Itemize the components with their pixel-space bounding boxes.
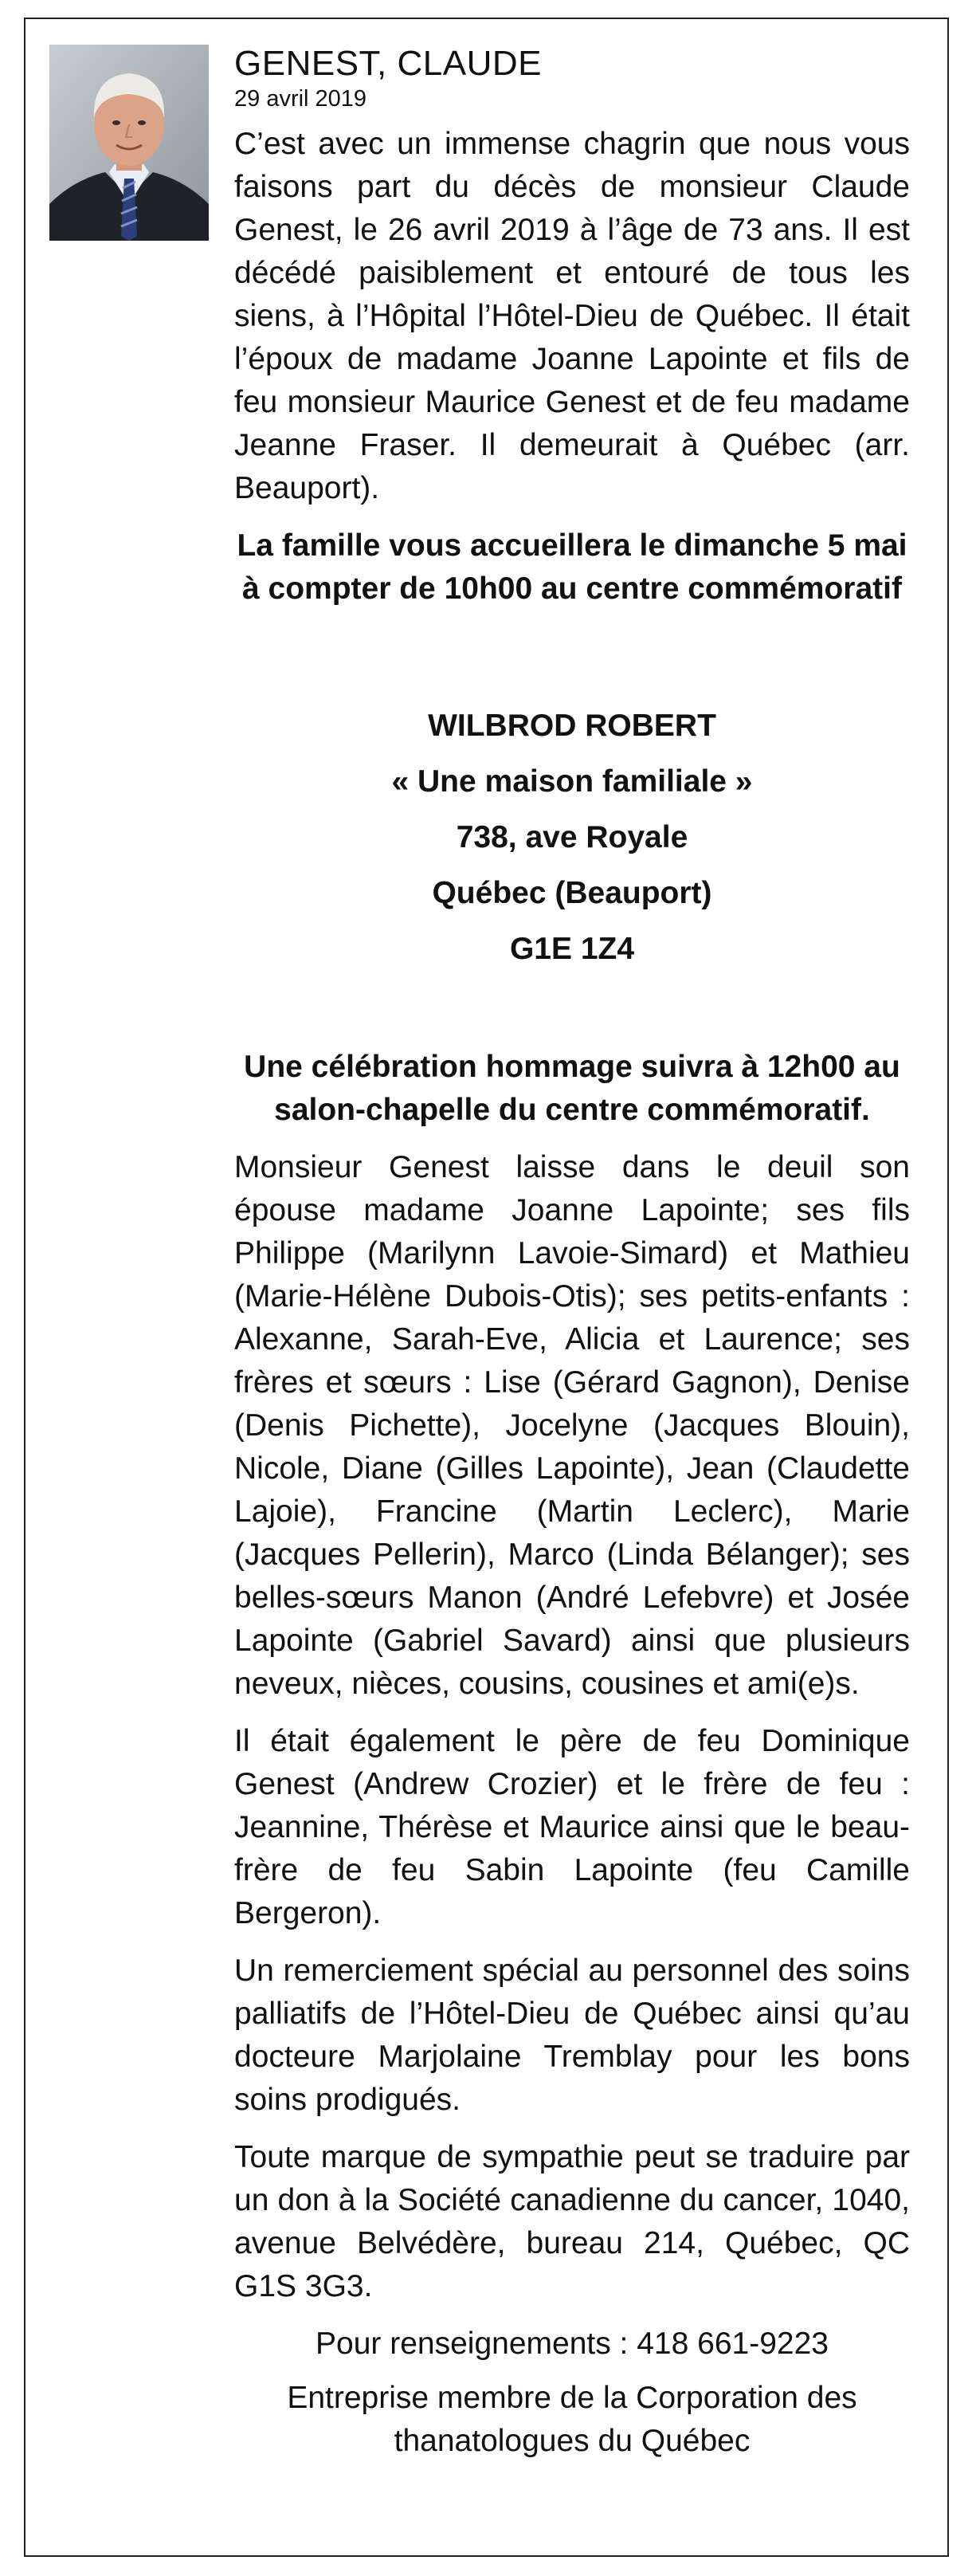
celebration-line-1: Une célébration hommage suivra à 12h00 au	[244, 1050, 900, 1084]
funeral-home-city: Québec (Beauport)	[432, 876, 712, 910]
membership-line-2: thanatologues du Québec	[394, 2424, 751, 2458]
portrait-photo	[49, 45, 209, 241]
portrait-icon	[49, 45, 209, 241]
visitation-notice	[234, 524, 910, 611]
funeral-home-slogan: « Une maison familiale »	[391, 764, 753, 799]
predeceased-paragraph: Il était également le père de feu Dominique Genest (Andrew Crozier) et le frère de feu : Jeannine, Thérèse et Maurice ainsi que le beau-frère de feu Sabin Lapointe (feu Camille Bergeron).	[234, 1724, 910, 1930]
obituary-frame	[24, 18, 949, 2557]
funeral-home-address	[234, 698, 910, 977]
contact-phone: Pour renseignements : 418 661-9223	[316, 2327, 829, 2361]
celebration-notice	[234, 1046, 910, 1132]
funeral-home-name: WILBROD ROBERT	[428, 709, 716, 743]
celebration-line-2: salon-chapelle du centre commémoratif.	[274, 1093, 870, 1127]
thanks-paragraph: Un remerciement spécial au personnel des soins palliatifs de l’Hôtel-Dieu de Québec ainsi qu’au docteure Marjolaine Tremblay pour les bons soins prodigués.	[234, 1954, 910, 2117]
funeral-home-postal-code: G1E 1Z4	[509, 932, 635, 966]
donations-paragraph: Toute marque de sympathie peut se traduire par un don à la Société canadienne du cancer, 1040, avenue Belvédère, bureau 214, Québec, QC G1S 3G3.	[234, 2140, 910, 2303]
obituary-content	[234, 43, 910, 2463]
family-paragraph: Monsieur Genest laisse dans le deuil son épouse madame Joanne Lapointe; ses fils Philippe (Marilynn Lavoie-Simard) et Mathieu (Marie-Hélène Dubois-Otis); ses petits-enfants : Alexanne, Sarah-Eve, Alicia et Laurence; ses frères et sœurs : Lise (Gérard Gagnon), Denise (Denis Pichette), Jocelyne (Jacques Blouin), Nicole, Diane (Gilles Lapointe), Jean (Claudette Lajoie), Francine (Martin Leclerc), Marie (Jacques Pellerin), Marco (Linda Bélanger); ses belles-sœurs Manon (André Lefebvre) et Josée Lapointe (Gabriel Savard) ainsi que plusieurs neveux, nièces, cousins, cousines et ami(e)s.	[234, 1150, 910, 1701]
publication-date: 29 avril 2019	[234, 86, 367, 112]
visitation-line-2: à compter de 10h00 au centre commémoratif	[242, 571, 902, 606]
membership-line-1: Entreprise membre de la Corporation des	[287, 2381, 857, 2415]
funeral-home-street: 738, ave Royale	[456, 820, 688, 854]
visitation-line-1: La famille vous accueillera le dimanche 5 mai	[237, 528, 907, 563]
intro-paragraph: C’est avec un immense chagrin que nous vous faisons part du décès de monsieur Claude Genest, le 26 avril 2019 à l’âge de 73 ans. Il est décédé paisiblement et entouré de tous les siens, à l’Hôpital l’Hôtel-Dieu de Québec. Il était l’époux de madame Joanne Lapointe et fils de feu monsieur Maurice Genest et de feu madame Jeanne Fraser. Il demeurait à Québec (arr. Beauport).	[234, 127, 910, 505]
deceased-name: GENEST, CLAUDE	[234, 44, 542, 83]
